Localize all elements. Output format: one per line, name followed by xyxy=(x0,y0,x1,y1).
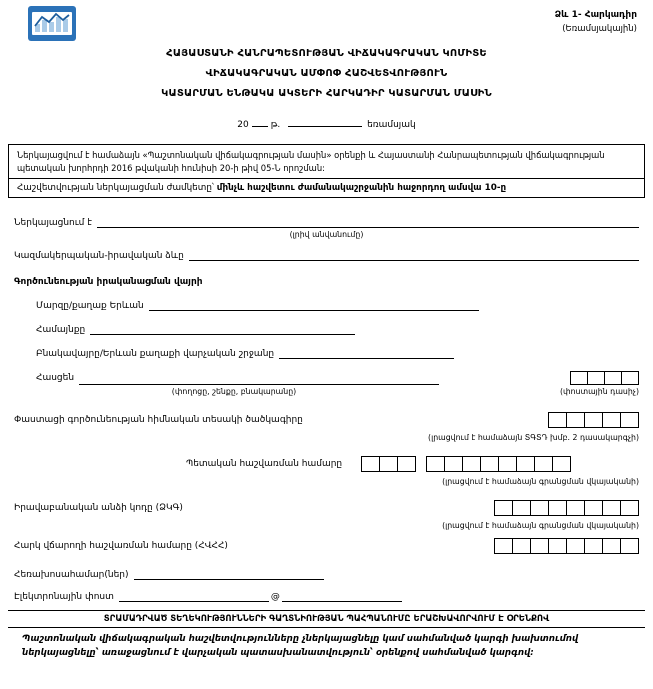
deadline-box xyxy=(8,178,645,198)
code-box-cell[interactable] xyxy=(494,538,513,554)
deadline-value: մինչև հաշվետու ժամանակաշրջանին հաջորդող ամսվա 10-ը xyxy=(216,183,507,194)
entity-code-boxes[interactable] xyxy=(494,500,639,516)
email-label: Էլեկտրոնային փոստ xyxy=(14,592,114,603)
legal-basis-box: Ներկայացվում է համաձայն «Պաշտոնական վիճակագրության մասին» օրենքի և Հայաստանի Հանրապետության վիճակագրության պետական խորհրդի 2016 թվականի հունիսի 20-ի թիվ 05-Ն որոշման: xyxy=(8,144,645,179)
year-unit: թ. xyxy=(270,120,281,130)
phone-label: Հեռախոսահամար(ներ) xyxy=(14,570,129,581)
code-box-cell[interactable] xyxy=(604,371,622,385)
code-box-cell[interactable] xyxy=(620,538,639,554)
settlement-label: Բնակավայրը/Երևան քաղաքի վարչական շրջանը xyxy=(36,349,275,360)
email-at-sign: @ xyxy=(270,592,280,603)
phone-input[interactable] xyxy=(134,568,324,580)
title-line-1: ՀԱՅԱՍՏԱՆԻ ՀԱՆՐԱՊԵՏՈՒԹՅԱՆ ՎԻՃԱԿԱԳՐԱԿԱՆ ԿՈՄԻՏԵ xyxy=(166,48,487,59)
location-heading: Գործունեության իրականացման վայրի xyxy=(14,277,203,288)
code-box-cell[interactable] xyxy=(444,456,463,472)
code-box-cell[interactable] xyxy=(426,456,445,472)
entity-code-hint: (լրացվում է համաձայն գրանցման վկայականի) xyxy=(442,521,639,531)
state-reg-hint: (լրացվում է համաձայն գրանցման վկայականի) xyxy=(442,477,639,487)
code-box-cell[interactable] xyxy=(566,500,585,516)
postal-hint: (փոստային դասիչ) xyxy=(559,387,639,397)
form-code-label: Ձև 1- Հարկադիր xyxy=(554,10,637,20)
code-box-cell[interactable] xyxy=(584,538,603,554)
email-domain-input[interactable] xyxy=(282,590,402,602)
full-name-hint: (լրիվ անվանումը) xyxy=(289,230,364,240)
legal-form-input[interactable] xyxy=(189,249,639,261)
email-local-input[interactable] xyxy=(119,590,269,602)
liability-warning: Պաշտոնական վիճակագրական հաշվետվությունները չներկայացնելը կամ սահմանված կարգի խախտումով ներկայացնելը՝ առաջացնում է վարչական պատասխանատվություն՝ օրենքով սահմանված կարգով: xyxy=(22,634,579,658)
year-prefix: 20 xyxy=(237,120,249,130)
state-reg-label: Պետական հաշվառման համարը xyxy=(186,459,343,470)
code-box-cell[interactable] xyxy=(602,538,621,554)
address-parts-hint: (փողոցը, շենքը, բնակարանը) xyxy=(171,387,297,397)
form-code-block xyxy=(555,9,637,35)
region-input[interactable] xyxy=(149,299,479,311)
form-footer xyxy=(8,610,645,660)
code-box-cell[interactable] xyxy=(584,412,603,428)
code-box-cell[interactable] xyxy=(498,456,517,472)
code-box-cell[interactable] xyxy=(566,538,585,554)
chart-logo-icon xyxy=(28,6,76,41)
state-reg-boxes-b[interactable] xyxy=(426,456,571,472)
code-box-cell[interactable] xyxy=(566,412,585,428)
code-box-cell[interactable] xyxy=(462,456,481,472)
address-input[interactable] xyxy=(79,373,439,385)
code-box-cell[interactable] xyxy=(512,538,531,554)
community-input[interactable] xyxy=(90,323,355,335)
legal-form-label: Կազմակերպական-իրավական ձևը xyxy=(14,251,184,262)
form-periodicity-label: (Եռամսյակային) xyxy=(562,23,637,34)
presented-by-input[interactable] xyxy=(97,216,639,228)
code-box-cell[interactable] xyxy=(530,538,549,554)
code-box-cell[interactable] xyxy=(548,412,567,428)
code-box-cell[interactable] xyxy=(587,371,605,385)
address-label: Հասցեն xyxy=(36,373,75,384)
code-box-cell[interactable] xyxy=(584,500,603,516)
presented-by-label: Ներկայացնում է xyxy=(14,218,92,229)
year-input[interactable] xyxy=(252,116,268,127)
activity-code-boxes[interactable] xyxy=(548,412,639,428)
community-label: Համայնքը xyxy=(36,325,86,336)
settlement-input[interactable] xyxy=(279,347,454,359)
code-box-cell[interactable] xyxy=(361,456,380,472)
code-box-cell[interactable] xyxy=(512,500,531,516)
entity-code-label: Իրավաբանական անձի կոդը (ՁԿԳ) xyxy=(14,503,183,514)
state-reg-boxes-a[interactable] xyxy=(361,456,416,472)
postal-code-boxes[interactable] xyxy=(570,371,639,385)
code-box-cell[interactable] xyxy=(570,371,588,385)
activity-code-label: Փաստացի գործունեության հիմնական տեսակի ծածկագիրը xyxy=(14,415,303,426)
code-box-cell[interactable] xyxy=(480,456,499,472)
code-box-cell[interactable] xyxy=(534,456,553,472)
code-box-cell[interactable] xyxy=(379,456,398,472)
deadline-label: Հաշվետվության ներկայացման ժամկետը՝ xyxy=(17,183,214,194)
quarter-input[interactable] xyxy=(288,116,362,127)
code-box-cell[interactable] xyxy=(620,500,639,516)
code-box-cell[interactable] xyxy=(548,500,567,516)
code-box-cell[interactable] xyxy=(494,500,513,516)
activity-code-hint: (լրացվում է համաձայն ՏԳՏԴ խմբ. 2 դասակարգչի) xyxy=(428,433,639,443)
code-box-cell[interactable] xyxy=(530,500,549,516)
armstat-logo xyxy=(28,6,76,41)
code-box-cell[interactable] xyxy=(602,500,621,516)
confidentiality-banner: ՏՐԱՄԱԴՐՎԱԾ ՏԵՂԵԿՈՒԹՅՈՒՆՆԵՐԻ ԳԱՂՏՆԻՈՒԹՅԱՆ ՊԱՀՊԱՆՈՒՄԸ ԵՐԱՇԽԱՎՈՐՎՈՒՄ Է ՕՐԵՆՔՈՎ xyxy=(8,611,645,628)
form-body xyxy=(0,198,653,602)
code-box-cell[interactable] xyxy=(397,456,416,472)
code-box-cell[interactable] xyxy=(602,412,621,428)
code-box-cell[interactable] xyxy=(548,538,567,554)
region-label: Մարզը/քաղաք Երևան xyxy=(36,301,144,312)
code-box-cell[interactable] xyxy=(516,456,535,472)
tin-label: Հարկ վճարողի հաշվառման համարը (ՀՎՀՀ) xyxy=(14,541,228,552)
code-box-cell[interactable] xyxy=(552,456,571,472)
period-word: եռամսյակ xyxy=(367,120,416,130)
code-box-cell[interactable] xyxy=(620,412,639,428)
title-line-2: ՎԻՃԱԿԱԳՐԱԿԱՆ ԱՄՓՈՓ ՀԱՇՎԵՏՎՈՒԹՅՈՒՆ xyxy=(205,68,448,79)
tin-boxes[interactable] xyxy=(494,538,639,554)
code-box-cell[interactable] xyxy=(621,371,639,385)
title-line-3: ԿԱՏԱՐՄԱՆ ԵՆԹԱԿԱ ԱԿՏԵՐԻ ՀԱՐԿԱԴԻՐ ԿԱՏԱՐՄԱՆ ՄԱՍԻՆ xyxy=(161,88,492,99)
period-line xyxy=(0,116,653,130)
